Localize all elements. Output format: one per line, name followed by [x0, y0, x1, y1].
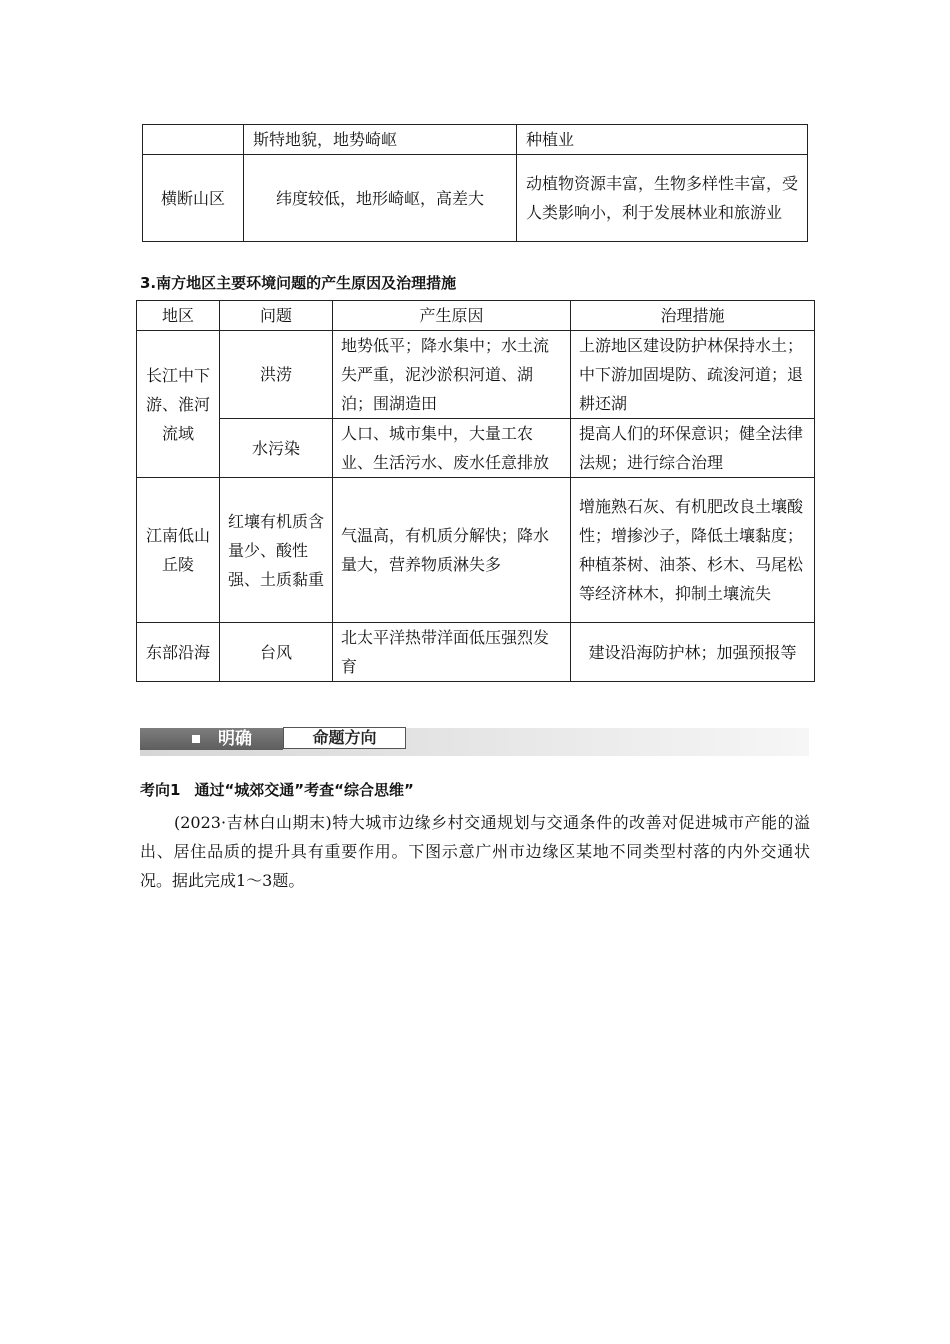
table-row — [137, 478, 815, 623]
condition-cell: 纬度较低，地形崎岖，高差大 — [244, 155, 517, 242]
kaoxiang-title: 通过“城郊交通”考查“综合思维” — [194, 781, 414, 799]
question-stem: (2023·吉林白山期末)特大城市边缘乡村交通规划与交通条件的改善对促进城市产能的溢出、居住品质的提升具有重要作用。下图示意广州市边缘区某地不同类型村落的内外交通状况。据此完成1～3题。 — [140, 813, 810, 890]
problem-cell: 红壤有机质含量少、酸性强、土质黏重 — [220, 478, 333, 623]
table-row — [137, 623, 815, 682]
cause-cell: 北太平洋热带洋面低压强烈发育 — [333, 623, 571, 682]
measure-cell: 增施熟石灰、有机肥改良土壤酸性；增掺沙子，降低土壤黏度；种植茶树、油茶、杉木、马尾松等经济林木，抑制土壤流失 — [571, 478, 815, 623]
header-cause: 产生原因 — [333, 301, 571, 331]
direction-cell: 种植业 — [517, 125, 808, 155]
banner-left-label: 明确 — [218, 729, 252, 749]
banner-left-block — [140, 728, 283, 750]
table-row — [137, 331, 815, 419]
environment-problems-table — [136, 300, 815, 682]
region-cell: 横断山区 — [143, 155, 244, 242]
kaoxiang-heading — [140, 779, 414, 800]
cause-cell: 人口、城市集中，大量工农业、生活污水、废水任意排放 — [333, 419, 571, 478]
region-cell: 东部沿海 — [137, 623, 220, 682]
section-title: 3.南方地区主要环境问题的产生原因及治理措施 — [140, 274, 457, 292]
direction-cell: 动植物资源丰富，生物多样性丰富，受人类影响小，利于发展林业和旅游业 — [517, 155, 808, 242]
regional-development-table — [142, 124, 808, 242]
problem-cell: 洪涝 — [220, 331, 333, 419]
header-region: 地区 — [137, 301, 220, 331]
table-row — [143, 155, 808, 242]
region-cell: 江南低山丘陵 — [137, 478, 220, 623]
table-row — [143, 125, 808, 155]
kaoxiang-number: 考向1 — [140, 781, 181, 799]
square-bullet-icon — [192, 735, 200, 743]
header-problem: 问题 — [220, 301, 333, 331]
condition-cell: 斯特地貌，地势崎岖 — [244, 125, 517, 155]
problem-cell: 台风 — [220, 623, 333, 682]
measure-cell: 建设沿海防护林；加强预报等 — [571, 623, 815, 682]
cause-cell: 地势低平；降水集中；水土流失严重，泥沙淤积河道、湖泊；围湖造田 — [333, 331, 571, 419]
header-measure: 治理措施 — [571, 301, 815, 331]
table-header-row — [137, 301, 815, 331]
banner-right-label: 命题方向 — [283, 727, 406, 749]
table-row — [137, 419, 815, 478]
region-cell: 长江中下游、淮河流域 — [137, 331, 220, 478]
section-banner — [140, 706, 809, 756]
measure-cell: 提高人们的环保意识；健全法律法规；进行综合治理 — [571, 419, 815, 478]
problem-cell: 水污染 — [220, 419, 333, 478]
cause-cell: 气温高，有机质分解快；降水量大，营养物质淋失多 — [333, 478, 571, 623]
measure-cell: 上游地区建设防护林保持水土；中下游加固堤防、疏浚河道；退耕还湖 — [571, 331, 815, 419]
region-cell — [143, 125, 244, 155]
